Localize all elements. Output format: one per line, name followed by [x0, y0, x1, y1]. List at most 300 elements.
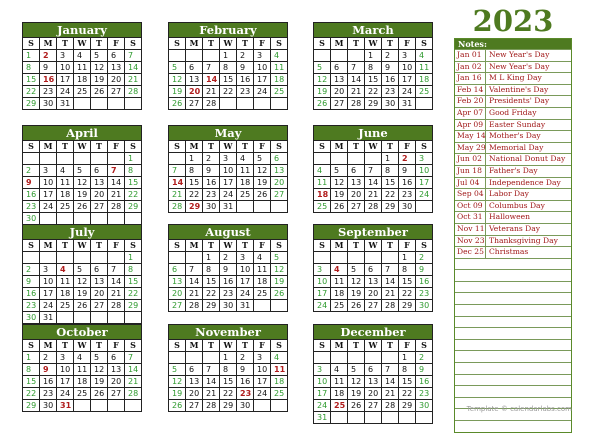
weekday-header: F	[399, 340, 415, 351]
day-cell	[169, 352, 185, 363]
weekday-header: W	[220, 340, 236, 351]
day-cell: 1	[220, 50, 236, 61]
note-row	[455, 49, 571, 61]
day-cell: 7	[186, 264, 202, 275]
day-cell: 28	[186, 300, 202, 311]
day-cell	[108, 213, 124, 224]
day-cell: 7	[203, 62, 219, 73]
note-blank-row[interactable]	[455, 281, 571, 293]
day-cell	[57, 252, 73, 263]
day-cell: 13	[169, 276, 185, 287]
day-cell: 17	[314, 388, 330, 399]
day-cell: 29	[125, 201, 141, 212]
day-cell: 22	[23, 388, 39, 399]
day-cell	[125, 213, 141, 224]
note-blank-row[interactable]	[455, 374, 571, 386]
day-cell: 29	[23, 400, 39, 411]
day-cell: 25	[271, 86, 287, 97]
day-cell: 28	[125, 86, 141, 97]
day-cell: 16	[416, 376, 432, 387]
day-cell: 24	[220, 189, 236, 200]
day-cell	[169, 252, 185, 263]
day-cell: 15	[399, 276, 415, 287]
day-cell: 22	[125, 189, 141, 200]
weekday-header: T	[382, 340, 398, 351]
day-cell: 19	[91, 376, 107, 387]
day-cell: 25	[237, 189, 253, 200]
day-cell: 4	[331, 264, 347, 275]
day-cell: 14	[203, 376, 219, 387]
weekday-header: S	[416, 141, 432, 152]
note-row	[455, 72, 571, 84]
day-cell: 1	[365, 50, 381, 61]
day-cell: 19	[74, 189, 90, 200]
day-cell: 7	[108, 264, 124, 275]
day-cell	[40, 252, 56, 263]
day-cell: 2	[40, 50, 56, 61]
day-cell: 29	[203, 300, 219, 311]
month-grid	[169, 140, 287, 212]
day-cell: 26	[169, 400, 185, 411]
day-cell: 2	[237, 50, 253, 61]
day-cell: 14	[125, 62, 141, 73]
day-cell: 2	[237, 352, 253, 363]
day-cell: 19	[74, 288, 90, 299]
day-cell: 9	[23, 177, 39, 188]
note-row	[455, 211, 571, 223]
note-holiday-name: Easter Sunday	[489, 119, 546, 129]
day-cell	[108, 252, 124, 263]
day-cell: 24	[57, 86, 73, 97]
day-cell: 8	[186, 165, 202, 176]
day-cell	[382, 412, 398, 423]
weekday-header: S	[169, 340, 185, 351]
day-cell: 27	[365, 300, 381, 311]
weekday-header: T	[203, 340, 219, 351]
day-cell: 28	[125, 388, 141, 399]
day-cell: 14	[382, 376, 398, 387]
day-cell: 26	[254, 189, 270, 200]
note-holiday-name: Thanksgiving Day	[489, 235, 558, 245]
day-cell: 3	[40, 264, 56, 275]
day-cell: 12	[169, 376, 185, 387]
day-cell: 7	[125, 50, 141, 61]
note-date: Jun 18	[455, 166, 486, 177]
day-cell: 4	[237, 153, 253, 164]
day-cell: 22	[203, 288, 219, 299]
note-blank-row[interactable]	[455, 339, 571, 351]
day-cell: 25	[74, 388, 90, 399]
day-cell: 23	[40, 388, 56, 399]
day-cell	[237, 98, 253, 109]
month-title: February	[169, 23, 287, 37]
day-cell: 14	[108, 177, 124, 188]
day-cell: 26	[271, 288, 287, 299]
day-cell: 14	[186, 276, 202, 287]
note-holiday-name: Labor Day	[489, 189, 529, 199]
day-cell: 1	[220, 352, 236, 363]
day-cell	[23, 153, 39, 164]
note-row	[455, 119, 571, 131]
day-cell: 5	[169, 364, 185, 375]
day-cell	[108, 400, 124, 411]
weekday-header: S	[169, 141, 185, 152]
day-cell: 23	[237, 388, 253, 399]
day-cell: 12	[271, 264, 287, 275]
day-cell: 18	[74, 74, 90, 85]
day-cell: 12	[314, 74, 330, 85]
note-holiday-name: New Year's Day	[489, 61, 550, 71]
day-cell: 11	[254, 264, 270, 275]
day-cell: 12	[74, 276, 90, 287]
day-cell: 2	[203, 153, 219, 164]
day-cell: 3	[399, 50, 415, 61]
weekday-header: S	[169, 240, 185, 251]
notes-title: Notes:	[455, 39, 571, 49]
day-cell: 19	[91, 74, 107, 85]
day-cell: 30	[203, 201, 219, 212]
day-cell: 3	[254, 352, 270, 363]
weekday-header: S	[271, 141, 287, 152]
day-cell: 18	[271, 376, 287, 387]
day-cell: 3	[237, 252, 253, 263]
weekday-header: T	[237, 141, 253, 152]
day-cell	[57, 153, 73, 164]
month-october	[22, 324, 142, 412]
day-cell: 9	[416, 364, 432, 375]
day-cell: 10	[57, 364, 73, 375]
day-cell	[91, 98, 107, 109]
weekday-header: F	[399, 240, 415, 251]
day-cell: 5	[74, 264, 90, 275]
day-cell: 14	[169, 177, 185, 188]
day-cell: 27	[271, 189, 287, 200]
day-cell	[254, 201, 270, 212]
day-cell: 17	[40, 288, 56, 299]
day-cell	[314, 50, 330, 61]
month-title: December	[314, 325, 432, 339]
note-row	[455, 235, 571, 247]
day-cell: 5	[169, 62, 185, 73]
day-cell	[220, 98, 236, 109]
day-cell: 18	[57, 288, 73, 299]
month-title: April	[23, 126, 141, 140]
day-cell	[348, 50, 364, 61]
day-cell: 5	[314, 62, 330, 73]
day-cell: 30	[220, 300, 236, 311]
day-cell: 11	[57, 276, 73, 287]
month-title: September	[314, 225, 432, 239]
month-january	[22, 22, 142, 110]
day-cell: 22	[23, 86, 39, 97]
note-blank-row[interactable]	[455, 292, 571, 304]
weekday-header: S	[125, 38, 141, 49]
note-date: Jan 02	[455, 62, 486, 73]
day-cell: 11	[74, 62, 90, 73]
day-cell: 5	[271, 252, 287, 263]
day-cell: 24	[40, 201, 56, 212]
day-cell: 19	[254, 177, 270, 188]
day-cell: 6	[91, 264, 107, 275]
note-blank-row[interactable]	[455, 316, 571, 328]
weekday-header: T	[203, 240, 219, 251]
day-cell	[108, 312, 124, 323]
weekday-header: W	[365, 38, 381, 49]
note-row	[455, 246, 571, 258]
day-cell: 24	[254, 388, 270, 399]
day-cell: 7	[125, 352, 141, 363]
month-grid	[169, 339, 287, 411]
day-cell: 24	[314, 300, 330, 311]
weekday-header: F	[399, 38, 415, 49]
note-blank-row[interactable]	[455, 385, 571, 397]
day-cell: 24	[416, 189, 432, 200]
day-cell	[348, 352, 364, 363]
note-holiday-name: Memorial Day	[489, 142, 544, 152]
month-grid	[23, 339, 141, 411]
day-cell: 27	[169, 300, 185, 311]
day-cell	[74, 312, 90, 323]
day-cell	[271, 400, 287, 411]
weekday-header: T	[57, 240, 73, 251]
day-cell: 25	[331, 300, 347, 311]
month-title: January	[23, 23, 141, 37]
day-cell	[23, 252, 39, 263]
day-cell: 14	[125, 364, 141, 375]
day-cell: 6	[108, 352, 124, 363]
day-cell: 13	[91, 177, 107, 188]
weekday-header: S	[314, 340, 330, 351]
weekday-header: S	[271, 240, 287, 251]
note-row	[455, 177, 571, 189]
month-grid	[23, 140, 141, 224]
day-cell: 8	[125, 264, 141, 275]
note-holiday-name: Good Friday	[489, 107, 537, 117]
note-holiday-name: Presidents' Day	[489, 96, 550, 106]
day-cell: 30	[40, 98, 56, 109]
day-cell	[186, 352, 202, 363]
day-cell	[348, 252, 364, 263]
day-cell: 4	[271, 352, 287, 363]
day-cell: 26	[348, 400, 364, 411]
day-cell	[382, 352, 398, 363]
day-cell	[125, 98, 141, 109]
day-cell: 26	[91, 388, 107, 399]
weekday-header: T	[203, 141, 219, 152]
weekday-header: M	[186, 340, 202, 351]
day-cell: 16	[203, 177, 219, 188]
day-cell: 5	[91, 50, 107, 61]
day-cell: 6	[108, 50, 124, 61]
day-cell	[254, 98, 270, 109]
weekday-header: T	[348, 340, 364, 351]
day-cell: 8	[365, 62, 381, 73]
note-blank-row[interactable]	[455, 269, 571, 281]
day-cell: 27	[331, 98, 347, 109]
day-cell: 13	[365, 276, 381, 287]
notes-list	[455, 49, 571, 432]
month-february	[168, 22, 288, 110]
note-date: Oct 31	[455, 212, 486, 223]
day-cell: 29	[23, 98, 39, 109]
day-cell: 29	[399, 400, 415, 411]
weekday-header: S	[23, 141, 39, 152]
day-cell: 29	[365, 98, 381, 109]
day-cell: 23	[203, 189, 219, 200]
weekday-header: S	[271, 38, 287, 49]
weekday-header: S	[314, 38, 330, 49]
day-cell	[331, 412, 347, 423]
note-row	[455, 153, 571, 165]
day-cell: 23	[416, 288, 432, 299]
month-grid	[314, 140, 432, 212]
note-blank-row[interactable]	[455, 304, 571, 316]
day-cell: 15	[220, 376, 236, 387]
day-cell	[91, 153, 107, 164]
note-blank-row[interactable]	[455, 327, 571, 339]
note-date: Dec 25	[455, 247, 486, 258]
month-title: June	[314, 126, 432, 140]
weekday-header: T	[57, 38, 73, 49]
day-cell	[331, 153, 347, 164]
day-cell: 15	[220, 74, 236, 85]
day-cell: 18	[271, 74, 287, 85]
day-cell: 20	[91, 189, 107, 200]
day-cell: 5	[91, 352, 107, 363]
day-cell: 28	[382, 400, 398, 411]
day-cell: 6	[271, 153, 287, 164]
day-cell: 8	[382, 165, 398, 176]
day-cell: 12	[91, 364, 107, 375]
day-cell	[314, 352, 330, 363]
day-cell: 13	[108, 62, 124, 73]
note-blank-row[interactable]	[455, 350, 571, 362]
day-cell: 23	[416, 388, 432, 399]
day-cell: 7	[365, 165, 381, 176]
weekday-header: S	[125, 141, 141, 152]
day-cell: 27	[186, 98, 202, 109]
day-cell: 1	[203, 252, 219, 263]
month-grid	[314, 37, 432, 109]
day-cell: 21	[125, 376, 141, 387]
day-cell: 18	[74, 376, 90, 387]
day-cell: 27	[108, 86, 124, 97]
day-cell: 25	[271, 388, 287, 399]
day-cell: 26	[169, 98, 185, 109]
day-cell: 6	[331, 62, 347, 73]
month-july	[22, 224, 142, 324]
day-cell: 1	[125, 153, 141, 164]
note-date: Jul 04	[455, 178, 486, 189]
day-cell: 3	[220, 153, 236, 164]
day-cell	[365, 352, 381, 363]
weekday-header: S	[125, 240, 141, 251]
day-cell: 1	[382, 153, 398, 164]
day-cell: 29	[186, 201, 202, 212]
day-cell: 10	[416, 165, 432, 176]
day-cell: 1	[23, 50, 39, 61]
day-cell: 18	[416, 74, 432, 85]
day-cell: 7	[169, 165, 185, 176]
day-cell: 30	[40, 400, 56, 411]
day-cell: 30	[382, 98, 398, 109]
weekday-header: T	[348, 38, 364, 49]
day-cell: 20	[186, 388, 202, 399]
day-cell: 22	[186, 189, 202, 200]
weekday-header: M	[331, 38, 347, 49]
note-blank-row[interactable]	[455, 420, 571, 432]
day-cell: 18	[237, 177, 253, 188]
weekday-header: F	[108, 141, 124, 152]
day-cell: 9	[203, 165, 219, 176]
day-cell: 3	[57, 50, 73, 61]
note-holiday-name: Father's Day	[489, 165, 538, 175]
day-cell: 4	[254, 252, 270, 263]
day-cell: 4	[331, 364, 347, 375]
weekday-header: F	[108, 240, 124, 251]
weekday-header: T	[382, 240, 398, 251]
day-cell: 21	[108, 189, 124, 200]
day-cell: 15	[186, 177, 202, 188]
note-date: Apr 07	[455, 108, 486, 119]
day-cell: 4	[74, 352, 90, 363]
weekday-header: M	[40, 141, 56, 152]
day-cell	[91, 252, 107, 263]
day-cell: 22	[125, 288, 141, 299]
day-cell	[74, 213, 90, 224]
weekday-header: F	[254, 141, 270, 152]
day-cell: 3	[254, 50, 270, 61]
day-cell: 16	[416, 276, 432, 287]
day-cell: 23	[40, 86, 56, 97]
day-cell	[365, 412, 381, 423]
day-cell: 27	[186, 400, 202, 411]
day-cell: 26	[91, 86, 107, 97]
note-blank-row[interactable]	[455, 258, 571, 270]
note-row	[455, 188, 571, 200]
day-cell: 17	[399, 74, 415, 85]
month-grid	[314, 239, 432, 311]
day-cell: 17	[314, 288, 330, 299]
day-cell	[74, 252, 90, 263]
day-cell: 18	[254, 276, 270, 287]
note-date: Nov 23	[457, 235, 485, 245]
weekday-header: T	[91, 240, 107, 251]
day-cell: 4	[416, 50, 432, 61]
day-cell: 10	[220, 165, 236, 176]
note-blank-row[interactable]	[455, 362, 571, 374]
day-cell: 8	[203, 264, 219, 275]
weekday-header: F	[254, 340, 270, 351]
day-cell: 20	[108, 376, 124, 387]
month-title: March	[314, 23, 432, 37]
day-cell	[331, 352, 347, 363]
weekday-header: S	[271, 340, 287, 351]
day-cell: 11	[314, 177, 330, 188]
day-cell	[203, 50, 219, 61]
weekday-header: T	[348, 240, 364, 251]
weekday-header: W	[220, 141, 236, 152]
day-cell	[169, 153, 185, 164]
day-cell: 10	[254, 364, 270, 375]
note-holiday-name: Veterans Day	[489, 223, 541, 233]
weekday-header: M	[331, 240, 347, 251]
note-row	[455, 200, 571, 212]
weekday-header: T	[237, 340, 253, 351]
day-cell: 1	[399, 352, 415, 363]
day-cell: 4	[314, 165, 330, 176]
day-cell	[348, 153, 364, 164]
